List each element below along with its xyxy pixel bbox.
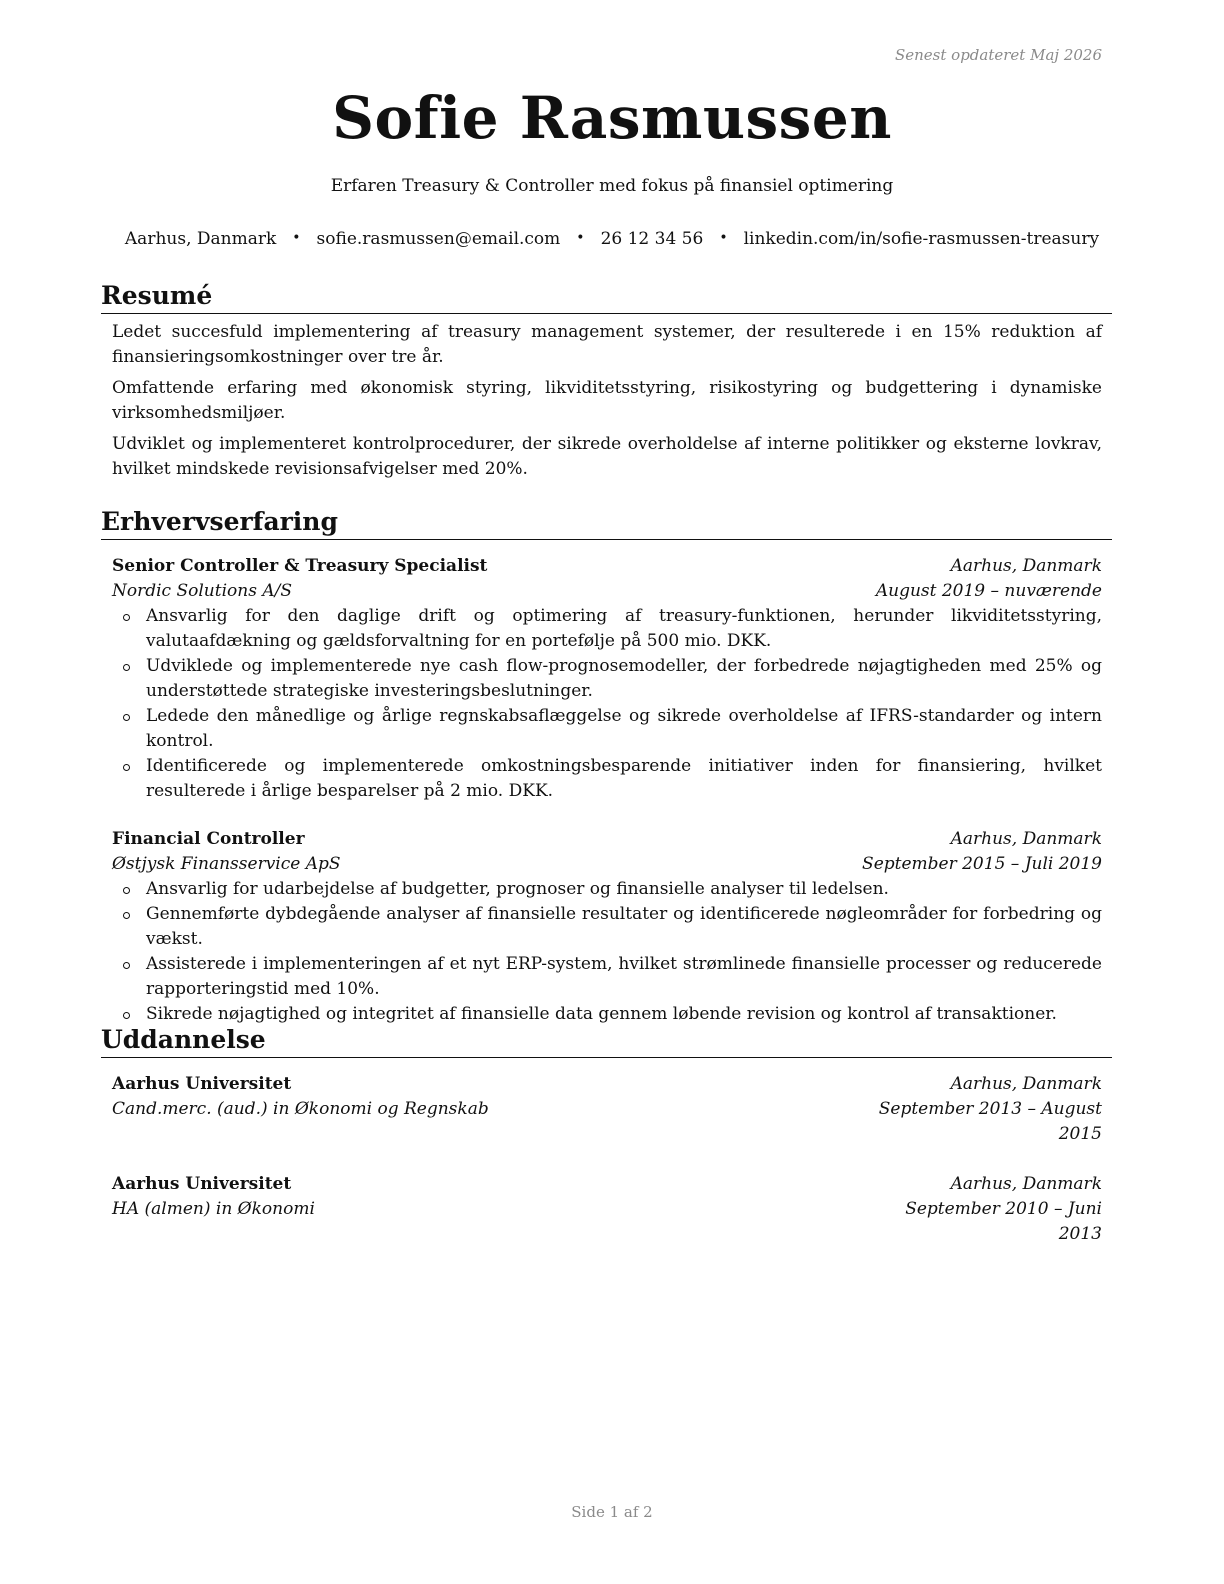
education-section (101, 1024, 1112, 1247)
list-item: Ansvarlig for udarbejdelse af budgetter, prognoser og finansielle analyser til ledelsen. (112, 877, 1102, 902)
job-company: Østjysk Finansservice ApS (112, 854, 341, 874)
degree: HA (almen) in Økonomi (112, 1199, 315, 1219)
contact-line (0, 229, 1224, 249)
list-item: Ansvarlig for den daglige drift og optimering af treasury-funktionen, herunder likviditetsstyring, valutaafdækning og gældsforvaltning for en portefølje på 500 mio. DKK. (112, 604, 1102, 654)
education-dates-line: 2013 (1058, 1224, 1102, 1244)
section-title: Uddannelse (101, 1024, 1112, 1058)
summary-body (101, 320, 1112, 482)
education-subheader (112, 1197, 1102, 1247)
list-item: Udviklede og implementerede nye cash flow-prognosemodeller, der forbedrede nøjagtigheden med 25% og understøttede strategiske investeringsbeslutninger. (112, 654, 1102, 704)
school-name: Aarhus Universitet (112, 1174, 292, 1194)
contact-location: Aarhus, Danmark (124, 229, 277, 249)
education-entry (112, 1172, 1102, 1247)
education-header (112, 1172, 1102, 1197)
summary-paragraph: Omfattende erfaring med økonomisk styring, likviditetsstyring, risikostyring og budgettering i dynamiske virksomhedsmiljøer. (112, 378, 1102, 423)
education-dates-line: 2015 (1058, 1124, 1102, 1144)
last-updated: Senest opdateret Maj 2026 (894, 46, 1102, 64)
education-dates-line: September 2010 – Juni (905, 1199, 1102, 1219)
education-dates-line: September 2013 – August (878, 1099, 1102, 1119)
job-bullets (112, 604, 1102, 804)
contact-linkedin[interactable]: linkedin.com/in/sofie-rasmussen-treasury (743, 229, 1100, 249)
education-subheader (112, 1097, 1102, 1147)
contact-email[interactable]: sofie.rasmussen@email.com (316, 229, 561, 249)
job-entry (112, 827, 1102, 1027)
job-subheader (112, 579, 1102, 604)
candidate-name: Sofie Rasmussen (332, 84, 892, 152)
experience-body (101, 554, 1112, 1027)
education-body (101, 1072, 1112, 1247)
job-header (112, 554, 1102, 579)
list-item: Gennemførte dybdegående analyser af finansielle resultater og identificerede nøgleområder for forbedring og vækst. (112, 902, 1102, 952)
section-title: Resumé (101, 280, 1112, 314)
school-location: Aarhus, Danmark (950, 1174, 1102, 1194)
job-entry (112, 554, 1102, 804)
job-location: Aarhus, Danmark (950, 829, 1102, 849)
list-item: Identificerede og implementerede omkostningsbesparende initiativer inden for finansiering, hvilket resulterede i årlige besparelser på 2 mio. DKK. (112, 754, 1102, 804)
job-bullets (112, 877, 1102, 1027)
job-location: Aarhus, Danmark (950, 556, 1102, 576)
separator-dot: • (292, 230, 301, 246)
experience-section (101, 506, 1112, 1027)
school-name: Aarhus Universitet (112, 1074, 292, 1094)
job-header (112, 827, 1102, 852)
summary-paragraph: Udviklet og implementeret kontrolprocedurer, der sikrede overholdelse af interne politikker og eksterne lovkrav, hvilket mindskede revisionsafvigelser med 20%. (112, 434, 1102, 479)
page-number: Side 1 af 2 (571, 1503, 653, 1521)
job-company: Nordic Solutions A/S (112, 581, 292, 601)
tagline: Erfaren Treasury & Controller med fokus på finansiel optimering (330, 176, 894, 196)
separator-dot: • (719, 230, 728, 246)
education-entry (112, 1072, 1102, 1147)
education-dates (879, 1097, 1102, 1147)
job-subheader (112, 852, 1102, 877)
job-role: Financial Controller (112, 829, 305, 849)
job-dates: August 2019 – nuværende (875, 581, 1102, 601)
job-dates: September 2015 – Juli 2019 (862, 854, 1102, 874)
separator-dot: • (576, 230, 585, 246)
list-item: Assisterede i implementeringen af et nyt ERP-system, hvilket strømlinede finansielle processer og reducerede rapporteringstid med 10%. (112, 952, 1102, 1002)
education-header (112, 1072, 1102, 1097)
school-location: Aarhus, Danmark (950, 1074, 1102, 1094)
summary-paragraph: Ledet succesfuld implementering af treasury management systemer, der resulterede i en 15% reduktion af finansieringsomkostninger over tre år. (112, 322, 1102, 367)
contact-phone: 26 12 34 56 (600, 229, 704, 249)
degree: Cand.merc. (aud.) in Økonomi og Regnskab (112, 1099, 489, 1119)
job-role: Senior Controller & Treasury Specialist (112, 556, 488, 576)
education-dates (905, 1197, 1102, 1247)
summary-section (101, 280, 1112, 482)
list-item: Sikrede nøjagtighed og integritet af finansielle data gennem løbende revision og kontrol af transaktioner. (112, 1002, 1102, 1027)
section-title: Erhvervserfaring (101, 506, 1112, 540)
list-item: Ledede den månedlige og årlige regnskabsaflæggelse og sikrede overholdelse af IFRS-standarder og intern kontrol. (112, 704, 1102, 754)
